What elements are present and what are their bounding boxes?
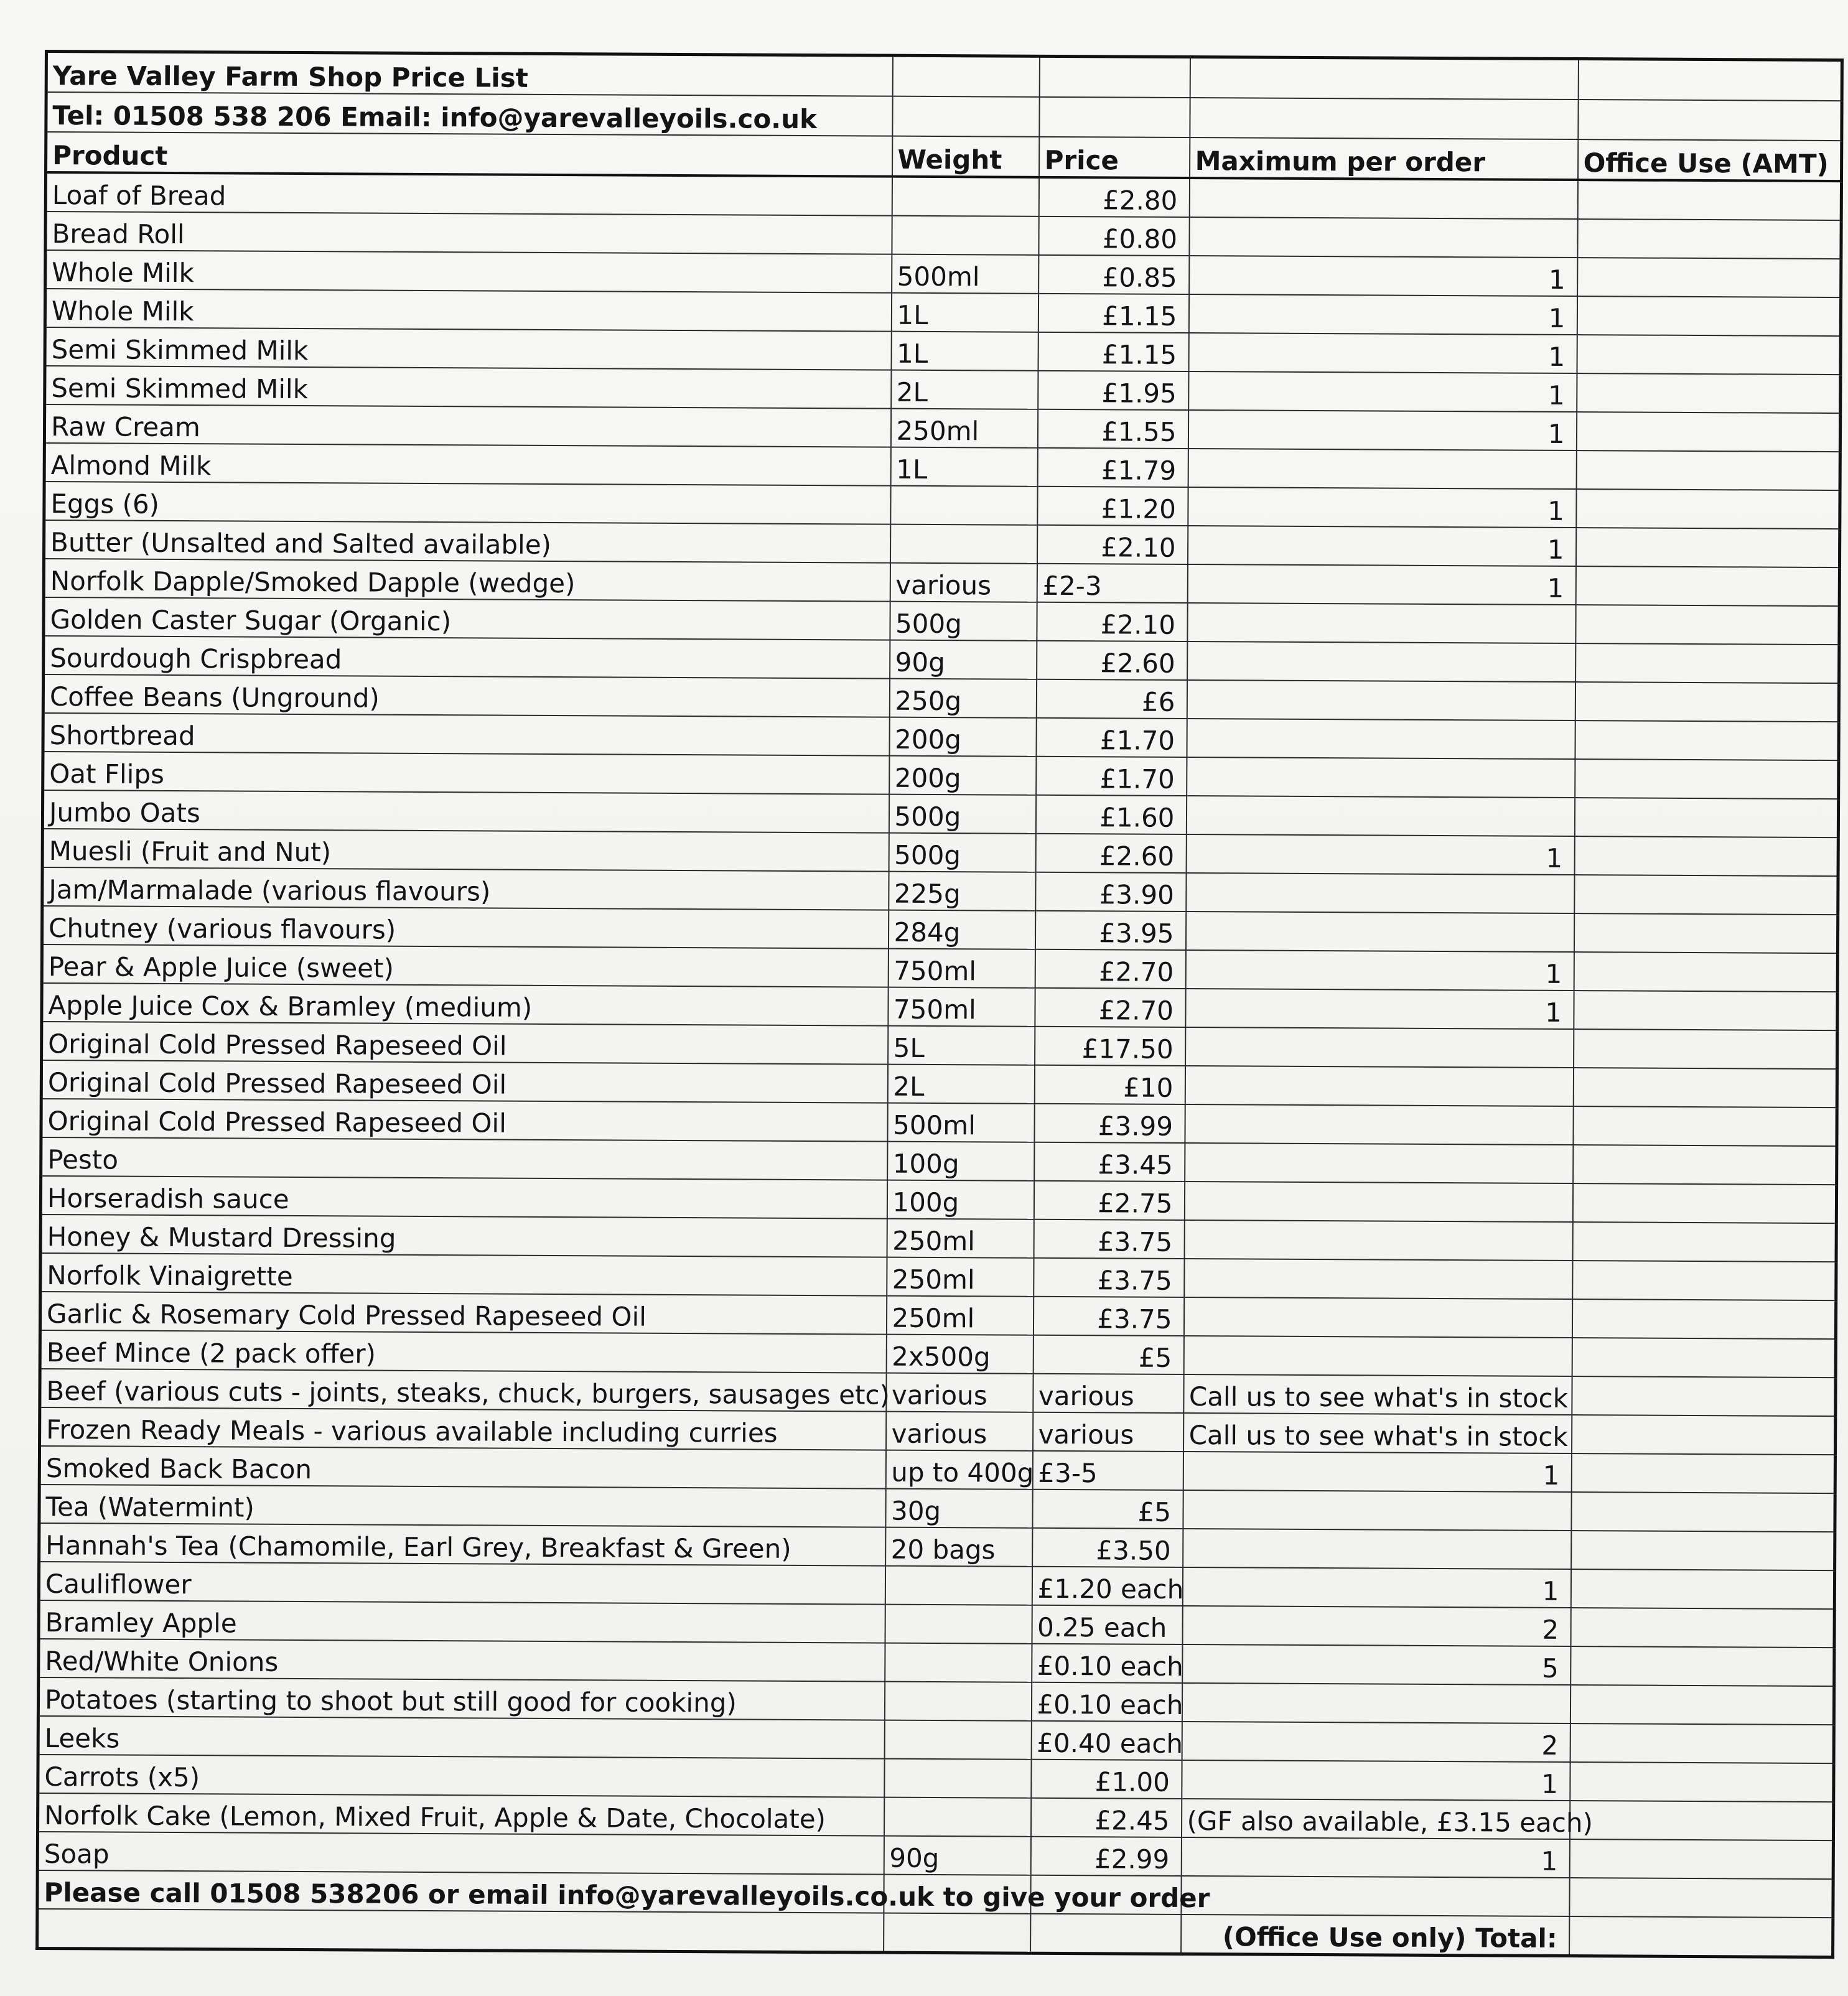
max-per-order: 1 [1187, 526, 1575, 566]
product-name: Potatoes (starting to shoot but still good for cooking) [38, 1677, 884, 1720]
column-header-price: Price [1039, 137, 1190, 178]
product-name: Semi Skimmed Milk [45, 366, 891, 409]
office-use-amount[interactable] [1577, 258, 1841, 297]
product-price: £0.80 [1038, 217, 1189, 256]
office-use-amount[interactable] [1571, 1531, 1835, 1570]
product-price: £0.85 [1038, 255, 1189, 294]
contact-line: Tel: 01508 538 206 Email: info@yarevalleyoils.co.uk [46, 92, 892, 136]
max-per-order: 1 [1186, 834, 1574, 875]
product-weight: 750ml [888, 949, 1035, 988]
product-price: £6 [1036, 679, 1187, 719]
product-name: Muesli (Fruit and Nut) [42, 829, 889, 872]
product-name: Carrots (x5) [38, 1755, 884, 1798]
product-name: Smoked Back Bacon [39, 1446, 885, 1489]
max-per-order: 2 [1182, 1606, 1570, 1646]
product-price: £1.15 [1038, 332, 1188, 371]
office-use-amount[interactable] [1571, 1453, 1835, 1493]
sheet-title: Yare Valley Farm Shop Price List [46, 52, 892, 96]
max-per-order [1183, 1490, 1571, 1531]
max-per-order [1186, 873, 1574, 913]
office-use-amount[interactable] [1575, 759, 1839, 799]
max-per-order: 1 [1188, 410, 1576, 450]
empty-cell [1190, 57, 1578, 100]
product-weight [890, 525, 1037, 564]
product-weight: 100g [887, 1142, 1034, 1181]
office-total-label: (Office Use only) Total: [1181, 1914, 1569, 1956]
office-use-amount[interactable] [1570, 1685, 1834, 1725]
product-name: Hannah's Tea (Chamomile, Earl Grey, Breakfast & Green) [39, 1523, 885, 1566]
max-per-order [1189, 178, 1577, 219]
empty-cell [1039, 56, 1190, 98]
max-per-order: 1 [1185, 950, 1574, 991]
empty-cell [37, 1909, 884, 1952]
max-per-order [1185, 1143, 1573, 1183]
product-price: £2.70 [1035, 988, 1185, 1027]
office-use-amount[interactable] [1572, 1222, 1836, 1262]
product-weight: 225g [889, 872, 1035, 911]
product-name: Beef Mince (2 pack offer) [40, 1330, 886, 1373]
product-price: £3.50 [1032, 1528, 1183, 1567]
product-weight: 30g [885, 1489, 1032, 1528]
product-name: Jumbo Oats [42, 790, 889, 833]
product-weight [884, 1720, 1031, 1760]
product-name: Frozen Ready Meals - various available including curries [40, 1407, 886, 1450]
product-name: Horseradish sauce [40, 1176, 887, 1219]
product-price: £2.75 [1034, 1181, 1184, 1220]
office-total-value[interactable] [1569, 1916, 1833, 1957]
office-use-amount[interactable] [1575, 528, 1839, 567]
product-name: Tea (Watermint) [39, 1485, 885, 1527]
product-name: Apple Juice Cox & Bramley (medium) [42, 983, 888, 1026]
max-per-order: 1 [1188, 333, 1577, 373]
product-price: £3.99 [1034, 1104, 1185, 1143]
empty-cell [1030, 1914, 1181, 1954]
product-name: Semi Skimmed Milk [45, 327, 891, 370]
empty-cell [1578, 59, 1842, 101]
product-name: Golden Caster Sugar (Organic) [44, 597, 890, 640]
product-price: £2.80 [1038, 177, 1189, 217]
max-per-order [1183, 1336, 1572, 1376]
office-use-amount[interactable] [1571, 1492, 1835, 1532]
product-weight [884, 1682, 1031, 1721]
max-per-order [1187, 680, 1575, 721]
product-weight [884, 1798, 1030, 1837]
empty-cell [1190, 98, 1578, 139]
stock-note: Call us to see what's in stock [1183, 1413, 1572, 1453]
product-name: Eggs (6) [44, 482, 890, 525]
max-per-order [1187, 641, 1575, 682]
office-use-amount[interactable] [1572, 1261, 1836, 1300]
product-name: Whole Milk [45, 250, 892, 293]
office-use-amount[interactable] [1572, 1376, 1836, 1416]
office-use-amount[interactable] [1576, 450, 1840, 490]
max-per-order: 1 [1181, 1837, 1569, 1878]
office-use-amount[interactable] [1577, 373, 1841, 413]
product-weight: 1L [891, 332, 1038, 371]
product-price: £1.20 each [1032, 1567, 1182, 1606]
office-use-amount[interactable] [1574, 952, 1837, 992]
empty-cell [1181, 1876, 1569, 1916]
office-use-amount[interactable] [1574, 875, 1838, 915]
product-name: Red/White Onions [39, 1639, 885, 1682]
product-weight: 250g [889, 679, 1036, 718]
product-name: Beef (various cuts - joints, steaks, chuck, burgers, sausages etc) [40, 1369, 886, 1412]
product-weight: various [890, 563, 1037, 602]
office-use-amount[interactable] [1569, 1801, 1833, 1840]
max-per-order [1183, 1297, 1572, 1338]
product-weight: up to 400g [885, 1450, 1032, 1490]
office-use-amount[interactable] [1575, 682, 1839, 722]
product-weight: 2L [891, 370, 1038, 409]
office-use-amount[interactable] [1569, 1839, 1833, 1879]
empty-cell [892, 55, 1039, 97]
product-price: £3.75 [1034, 1258, 1184, 1297]
product-name: Original Cold Pressed Rapeseed Oil [41, 1060, 887, 1103]
product-weight: 250ml [886, 1296, 1033, 1335]
product-name: Bramley Apple [39, 1600, 885, 1643]
product-weight: 500ml [892, 254, 1038, 294]
product-price: £2.10 [1037, 525, 1187, 564]
office-use-amount[interactable] [1577, 335, 1841, 375]
order-instructions: Please call 01508 538206 or email info@yarevalleyoils.co.uk to give your order [37, 1870, 884, 1913]
office-use-amount[interactable] [1576, 412, 1840, 452]
max-per-order [1187, 719, 1575, 759]
product-name: Cauliflower [39, 1562, 885, 1605]
max-per-order: 1 [1182, 1567, 1570, 1608]
product-weight: various [886, 1373, 1033, 1412]
max-per-order: 1 [1189, 256, 1577, 296]
product-price: £3.90 [1035, 872, 1186, 912]
max-per-order: 1 [1182, 1760, 1570, 1801]
product-weight: 200g [889, 717, 1036, 757]
product-weight [884, 1759, 1031, 1798]
office-use-amount[interactable] [1570, 1608, 1834, 1648]
product-price: 0.25 each [1032, 1605, 1182, 1644]
office-use-amount[interactable] [1574, 836, 1838, 876]
product-weight: 500g [889, 833, 1035, 872]
max-per-order [1184, 1259, 1572, 1299]
office-use-amount[interactable] [1570, 1646, 1834, 1686]
product-weight [892, 216, 1038, 255]
product-price: £1.00 [1031, 1760, 1182, 1799]
product-weight: 500g [889, 795, 1035, 834]
product-weight: 2L [887, 1065, 1034, 1104]
office-use-amount[interactable] [1572, 1415, 1836, 1455]
product-price: £1.55 [1037, 409, 1188, 449]
product-name: Norfolk Vinaigrette [40, 1253, 887, 1296]
product-name: Oat Flips [43, 752, 889, 795]
product-weight: 200g [889, 756, 1036, 795]
product-name: Jam/Marmalade (various flavours) [42, 867, 889, 910]
max-per-order [1186, 796, 1574, 836]
max-per-order: 1 [1188, 294, 1577, 335]
max-per-order [1183, 1529, 1571, 1569]
product-price: £1.70 [1036, 757, 1187, 796]
product-weight: 250ml [890, 409, 1037, 448]
product-name: Butter (Unsalted and Salted available) [44, 520, 890, 563]
product-price: £2.60 [1037, 641, 1187, 680]
max-per-order [1185, 1027, 1574, 1068]
product-name: Chutney (various flavours) [42, 906, 888, 949]
product-weight: various [886, 1412, 1033, 1451]
product-name: Norfolk Cake (Lemon, Mixed Fruit, Apple & Date, Chocolate) [38, 1793, 884, 1836]
column-header-weight: Weight [892, 136, 1039, 177]
product-price: £2.99 [1030, 1837, 1181, 1876]
max-per-order [1188, 449, 1576, 489]
product-weight [885, 1643, 1032, 1682]
price-list-table [35, 50, 1844, 1959]
product-price: £3.45 [1034, 1142, 1185, 1182]
office-use-amount[interactable] [1577, 219, 1841, 259]
office-use-amount[interactable] [1570, 1723, 1834, 1763]
product-weight: 250ml [887, 1219, 1034, 1258]
office-use-amount[interactable] [1574, 913, 1837, 953]
product-price: £1.20 [1037, 487, 1188, 526]
product-price: £3-5 [1032, 1451, 1183, 1490]
office-use-amount[interactable] [1573, 1145, 1837, 1185]
product-name: Pear & Apple Juice (sweet) [42, 944, 888, 987]
max-per-order: 2 [1182, 1722, 1570, 1762]
product-price: £0.10 each [1032, 1644, 1182, 1683]
product-price: £2.60 [1035, 834, 1186, 873]
office-use-amount[interactable] [1574, 798, 1838, 837]
empty-cell [1578, 100, 1842, 141]
max-per-order [1185, 1104, 1573, 1145]
product-weight: 5L [888, 1026, 1035, 1065]
product-price: £2.70 [1035, 949, 1185, 989]
max-per-order [1187, 603, 1575, 643]
office-use-amount[interactable] [1572, 1299, 1836, 1339]
product-weight: 20 bags [885, 1527, 1032, 1567]
product-name: Whole Milk [45, 289, 891, 332]
product-name: Raw Cream [44, 404, 890, 447]
max-per-order [1184, 1182, 1572, 1222]
product-price: £2.45 [1030, 1798, 1181, 1837]
product-weight [892, 177, 1038, 217]
product-price: £5 [1033, 1335, 1183, 1374]
column-header-product: Product [46, 132, 892, 177]
product-weight: 1L [890, 447, 1037, 487]
product-price: various [1033, 1412, 1183, 1452]
product-name: Sourdough Crispbread [44, 636, 890, 679]
product-price: £3.75 [1034, 1220, 1184, 1259]
product-price: £1.15 [1038, 294, 1188, 333]
product-name: Shortbread [43, 713, 889, 756]
office-use-amount[interactable] [1573, 1106, 1837, 1146]
product-name: Bread Roll [45, 212, 892, 254]
office-use-amount[interactable] [1575, 721, 1839, 760]
max-per-order [1182, 1683, 1570, 1723]
office-use-amount[interactable] [1575, 566, 1839, 606]
max-per-order: 1 [1188, 371, 1577, 412]
product-name: Leeks [38, 1716, 884, 1759]
office-use-amount[interactable] [1572, 1183, 1836, 1223]
product-weight: 2x500g [886, 1335, 1033, 1374]
max-per-order [1184, 1220, 1572, 1261]
office-use-amount[interactable] [1574, 991, 1837, 1030]
office-use-amount[interactable] [1575, 605, 1839, 645]
max-per-order [1189, 217, 1577, 258]
office-use-amount[interactable] [1577, 180, 1841, 220]
product-name: Garlic & Rosemary Cold Pressed Rapeseed Oil [40, 1292, 886, 1335]
stock-note: Call us to see what's in stock [1183, 1374, 1572, 1415]
product-price: £1.79 [1037, 448, 1188, 487]
empty-cell [1569, 1878, 1833, 1918]
product-weight: 500g [890, 602, 1037, 641]
product-price: £17.50 [1035, 1027, 1185, 1066]
product-price: various [1033, 1374, 1183, 1413]
product-weight: 284g [888, 910, 1035, 949]
max-per-order: 1 [1185, 989, 1574, 1029]
office-use-amount[interactable] [1574, 1029, 1837, 1069]
column-header-office-use: Office Use (AMT) [1578, 139, 1842, 181]
product-price: £10 [1034, 1065, 1185, 1104]
product-price: £0.10 each [1031, 1682, 1182, 1722]
product-price: £3.75 [1033, 1297, 1183, 1336]
product-weight: 100g [887, 1180, 1034, 1220]
max-per-order: 1 [1188, 487, 1576, 528]
office-use-amount[interactable] [1573, 1068, 1837, 1108]
price-list-body [37, 52, 1842, 1957]
product-name: Norfolk Dapple/Smoked Dapple (wedge) [44, 559, 890, 602]
empty-cell [892, 96, 1039, 137]
max-per-order [1185, 1066, 1573, 1106]
office-use-amount[interactable] [1570, 1569, 1834, 1609]
max-per-order: 5 [1182, 1644, 1570, 1685]
product-weight: 90g [890, 640, 1037, 679]
product-name: Coffee Beans (Unground) [43, 674, 889, 717]
column-header-max-per-order: Maximum per order [1190, 138, 1578, 180]
product-name: Almond Milk [44, 443, 890, 486]
max-per-order: 1 [1183, 1452, 1571, 1492]
office-use-amount[interactable] [1577, 296, 1841, 336]
product-price: £2-3 [1037, 564, 1187, 603]
product-price: £1.60 [1035, 795, 1186, 834]
product-price: £0.40 each [1031, 1721, 1182, 1760]
product-weight: 750ml [888, 987, 1035, 1027]
product-name: Original Cold Pressed Rapeseed Oil [42, 1022, 888, 1065]
empty-cell [884, 1913, 1030, 1954]
office-use-amount[interactable] [1572, 1338, 1836, 1378]
office-use-amount[interactable] [1576, 489, 1840, 529]
product-name: Honey & Mustard Dressing [40, 1215, 887, 1257]
product-name: Loaf of Bread [45, 172, 892, 216]
product-name: Original Cold Pressed Rapeseed Oil [41, 1099, 887, 1142]
product-weight: 1L [891, 293, 1038, 332]
product-name: Pesto [41, 1137, 887, 1180]
max-per-order [1187, 757, 1575, 798]
empty-cell [1039, 97, 1190, 138]
max-per-order: 1 [1187, 564, 1575, 605]
product-weight: 250ml [887, 1257, 1034, 1297]
stock-note: (GF also available, £3.15 each) [1181, 1799, 1569, 1839]
product-weight: 90g [884, 1836, 1030, 1875]
max-per-order [1185, 912, 1574, 952]
product-weight: 500ml [887, 1103, 1034, 1142]
product-price: £1.70 [1036, 718, 1187, 757]
product-weight [885, 1566, 1032, 1605]
product-price: £1.95 [1038, 371, 1188, 410]
product-price: £2.10 [1037, 602, 1187, 641]
product-price: £3.95 [1035, 911, 1185, 950]
product-weight [885, 1605, 1032, 1644]
office-use-amount[interactable] [1575, 643, 1839, 683]
product-weight [890, 486, 1037, 525]
product-name: Soap [37, 1832, 884, 1875]
office-use-amount[interactable] [1570, 1762, 1834, 1802]
product-price: £5 [1032, 1490, 1183, 1529]
